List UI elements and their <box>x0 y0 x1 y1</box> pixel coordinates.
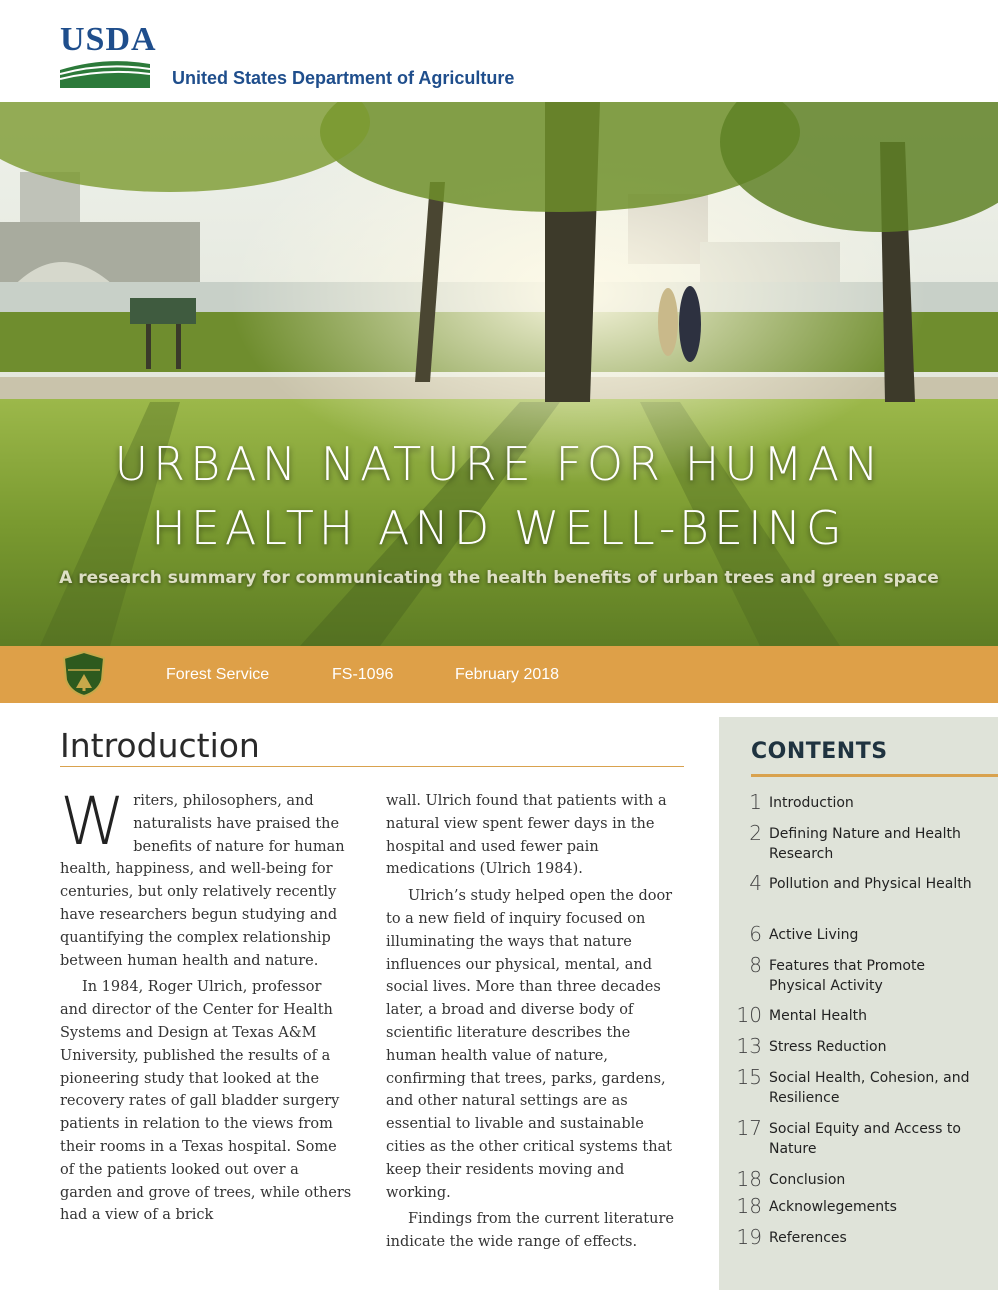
park-scene-image <box>0 102 998 646</box>
contents-sidebar <box>719 717 998 1290</box>
heading-rule <box>60 766 684 767</box>
toc-page-number: 19 <box>736 1225 762 1249</box>
text-column-1 <box>60 783 352 1227</box>
toc-label: Social Health, Cohesion, and Resilience <box>769 1070 970 1106</box>
toc-label: Features that Promote Physical Activity <box>769 958 926 994</box>
toc-label: Stress Reduction <box>769 1039 887 1055</box>
toc-label: References <box>769 1230 847 1246</box>
toc-page-number: 13 <box>736 1034 762 1058</box>
paragraph: Findings from the current literature indicate the wide range of effects. <box>386 1211 674 1251</box>
contents-rule <box>751 774 998 777</box>
toc-page-number: 8 <box>749 953 762 977</box>
toc-page-number: 4 <box>749 871 762 895</box>
title-line-2: HEALTH AND WELL-BEING <box>151 501 847 555</box>
toc-label: Pollution and Physical Health <box>769 876 972 892</box>
toc-label: Acknowlegements <box>769 1199 897 1215</box>
text-column-2 <box>386 790 678 1254</box>
document-title <box>0 432 998 560</box>
usda-logo-text: USDA <box>60 21 157 58</box>
agency-label: Forest Service <box>166 666 270 683</box>
toc-page-number: 15 <box>736 1065 762 1089</box>
toc-page-number: 1 <box>749 790 762 814</box>
usda-hills-icon <box>60 58 150 88</box>
publication-band <box>0 646 998 703</box>
section-heading: Introduction <box>60 726 260 765</box>
hero-banner <box>0 102 998 646</box>
publication-number: FS-1096 <box>332 666 394 683</box>
toc-label: Mental Health <box>769 1008 867 1024</box>
toc-label: Introduction <box>769 795 854 811</box>
forest-service-shield-icon <box>60 650 108 698</box>
toc-page-number: 6 <box>749 922 762 946</box>
usda-logo <box>60 21 157 88</box>
paragraph: wall. Ulrich found that patients with a natural view spent fewer days in the hospital and used fewer pain medications (Ulrich 1984). <box>386 793 667 878</box>
toc-page-number: 18 <box>736 1194 762 1218</box>
paragraph: In 1984, Roger Ulrich, professor and director of the Center for Health Systems and Design at Texas A&M University, published the results of a pioneering study that looked at the recovery rates of gall bladder surgery patients in relation to the views from their rooms in a Texas hospital. Some of the patients looked out over a garden and grove of trees, while others had a view of a brick <box>60 979 352 1224</box>
contents-title: CONTENTS <box>751 739 888 764</box>
toc-label: Conclusion <box>769 1172 846 1188</box>
publication-date: February 2018 <box>455 666 560 683</box>
document-subtitle: A research summary for communicating the health benefits of urban trees and green space <box>59 568 939 588</box>
department-name: United States Department of Agriculture <box>172 68 515 88</box>
paragraph <box>60 783 352 972</box>
title-line-1: URBAN NATURE FOR HUMAN <box>114 437 884 491</box>
toc-label: Defining Nature and Health Research <box>769 826 961 862</box>
toc-page-number: 2 <box>749 821 762 845</box>
toc-page-number: 10 <box>736 1003 762 1027</box>
drop-cap: W <box>60 783 126 860</box>
paragraph-text: riters, philosophers, and naturalists have praised the benefits of nature for human health, happiness, and well-being for centuries, but only relatively recently have researchers begun studying and quantifying the complex relationship between human health and nature. <box>60 793 345 969</box>
paragraph: Ulrich’s study helped open the door to a new field of inquiry focused on illuminating the ways that nature influences our physical, mental, and social lives. More than three decades later, a broad and diverse body of scientific literature describes the human health value of nature, confirming that trees, parks, gardens, and other natural settings are as essential to livable and sustainable cities as the other critical systems that keep their residents moving and working. <box>386 888 673 1201</box>
toc-page-number: 17 <box>736 1116 762 1140</box>
toc-label: Active Living <box>769 927 859 943</box>
toc-page-number: 18 <box>736 1167 762 1191</box>
toc-label: Social Equity and Access to Nature <box>769 1121 961 1157</box>
